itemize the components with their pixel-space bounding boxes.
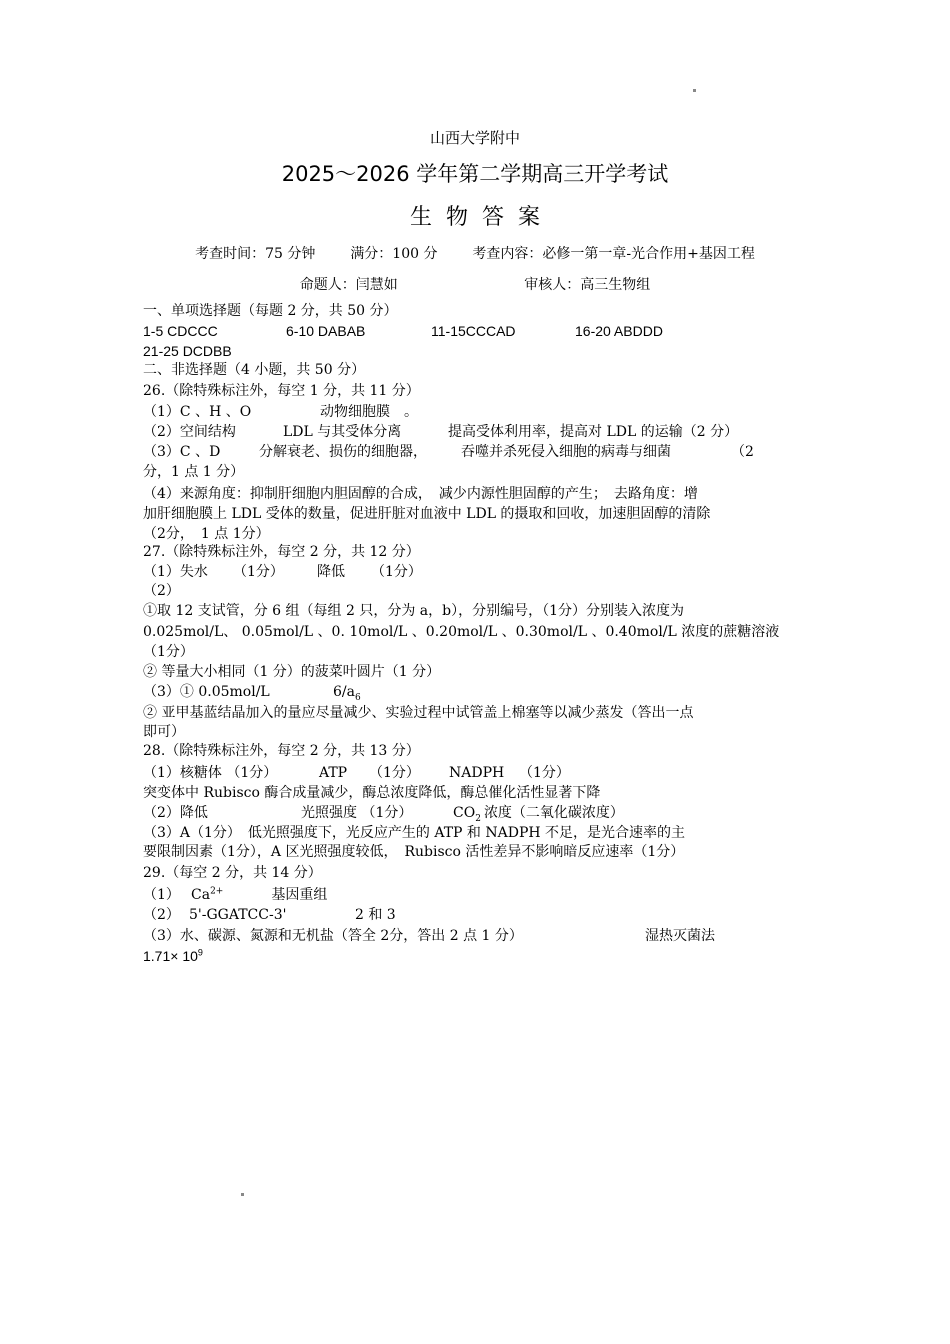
q28-answer-1-cont: 突变体中 Rubisco 酶合成量减少，酶总浓度降低，酶总催化活性显著下降 xyxy=(143,785,601,801)
q27-step2: ② 等量大小相同（1 分）的菠菜叶圆片（1 分） xyxy=(143,664,441,680)
q26-answer-4-line2: 加肝细胞膜上 LDL 受体的数量，促进肝脏对血液中 LDL 的摄取和回收，加速胆固醇的清除 xyxy=(143,506,711,522)
full-score: 满分：100 分 xyxy=(350,246,438,262)
q28-answer-3-line2: 要限制因素（1分），A 区光照强度较低， Rubisco 活性差异不影响暗反应速率（1分） xyxy=(143,844,685,860)
q26-answer-2: （2）空间结构 LDL 与其受体分离 提高受体利用率，提高对 LDL 的运输（2 分） xyxy=(143,424,739,440)
q29-heading: 29.（每空 2 分，共 14 分） xyxy=(143,865,322,881)
school-name: 山西大学附中 xyxy=(429,129,520,147)
q29-answer-1: （1） $Ca^{2+}$ 基因重组 xyxy=(143,886,328,903)
exam-info xyxy=(0,243,950,263)
q27-step1-line1: ①取 12 支试管，分 6 组（每组 2 只，分为 a，b），分别编号，（1分）分别装入浓度为 xyxy=(143,603,684,619)
mc-answer: 11-15CCCAD xyxy=(431,323,516,339)
q28-answer-1: （1）核糖体 （1分） ATP （1分） NADPH （1分） xyxy=(143,765,570,781)
q26-answer-3-cont: 分，1 点 1 分） xyxy=(143,464,245,480)
corner-mark xyxy=(693,89,696,92)
section1-heading: 一、单项选择题（每题 2 分，共 50 分） xyxy=(143,303,398,319)
mc-answer: 6-10 DABAB xyxy=(286,323,366,339)
q28-answer-2: （2）降低 光照强度 （1分） $CO_2$ 浓度（二氧化碳浓度） xyxy=(143,805,624,824)
mc-answer: 16-20 ABDDD xyxy=(575,323,663,339)
q28-heading: 28.（除特殊标注外，每空 2 分，共 13 分） xyxy=(143,743,420,759)
q26-answer-3: （3）C 、D 分解衰老、损伤的细胞器， 吞噬并杀死侵入细胞的病毒与细菌 （2 xyxy=(143,444,754,460)
corner-mark xyxy=(241,1193,244,1196)
exam-title: 2025～2026 学年第二学期高三开学考试 xyxy=(281,162,669,186)
authors-line xyxy=(0,274,950,294)
q27-step1-line3: （1分） xyxy=(143,644,194,660)
q29-answer-4: $1.71\times 10^9$ xyxy=(143,947,203,964)
q29-answer-3: （3）水、碳源、氮源和无机盐（答全 2分，答出 2 点 1 分） 湿热灭菌法 xyxy=(143,928,715,944)
exam-scope: 考查内容：必修一第一章-光合作用+基因工程 xyxy=(472,246,755,262)
exam-time: 考查时间：75 分钟 xyxy=(195,246,316,262)
question-reviewer: 审核人：高三生物组 xyxy=(524,277,651,293)
q28-answer-3-line1: （3）A（1分） 低光照强度下，光反应产生的 ATP 和 NADPH 不足，是光合速率的主 xyxy=(143,825,686,841)
q27-answer-2: （2） xyxy=(143,583,180,599)
q26-answer-4-line3: （2分， 1 点 1分） xyxy=(143,526,270,542)
q27-step3-line1: ② 亚甲基蓝结晶加入的量应尽量减少、实验过程中试管盖上棉塞等以减少蒸发（答出一点 xyxy=(143,705,694,721)
mc-answer: 1-5 CDCCC xyxy=(143,323,218,339)
document-subtitle: 生物答案 xyxy=(409,205,554,230)
mc-answers-row xyxy=(143,322,663,340)
q29-answer-2: （2） 5'-GGATCC-3' 2 和 3 xyxy=(143,907,396,923)
q27-heading: 27.（除特殊标注外，每空 2 分，共 12 分） xyxy=(143,544,420,560)
q27-step1-line2: 0.025mol/L、 0.05mol/L 、0. 10mol/L 、0.20mol/L 、0.30mol/L 、0.40mol/L 浓度的蔗糖溶液 xyxy=(143,624,780,640)
q27-answer-3: （3）① 0.05mol/L $6/a_6$ xyxy=(143,684,361,703)
section2-heading: 二、非选择题（4 小题，共 50 分） xyxy=(143,362,366,378)
question-author: 命题人：闫慧如 xyxy=(299,277,398,293)
q27-answer-1: （1）失水 （1分） 降低 （1分） xyxy=(143,564,422,580)
q26-answer-1: （1）C 、H 、O 动物细胞膜 。 xyxy=(143,404,418,420)
q26-heading: 26.（除特殊标注外，每空 1 分，共 11 分） xyxy=(143,383,420,399)
mc-answer: 21-25 DCDBB xyxy=(143,343,232,359)
q27-step3-line2: 即可） xyxy=(143,724,185,740)
q26-answer-4-line1: （4）来源角度：抑制肝细胞内胆固醇的合成， 减少内源性胆固醇的产生； 去路角度：增 xyxy=(143,486,698,502)
